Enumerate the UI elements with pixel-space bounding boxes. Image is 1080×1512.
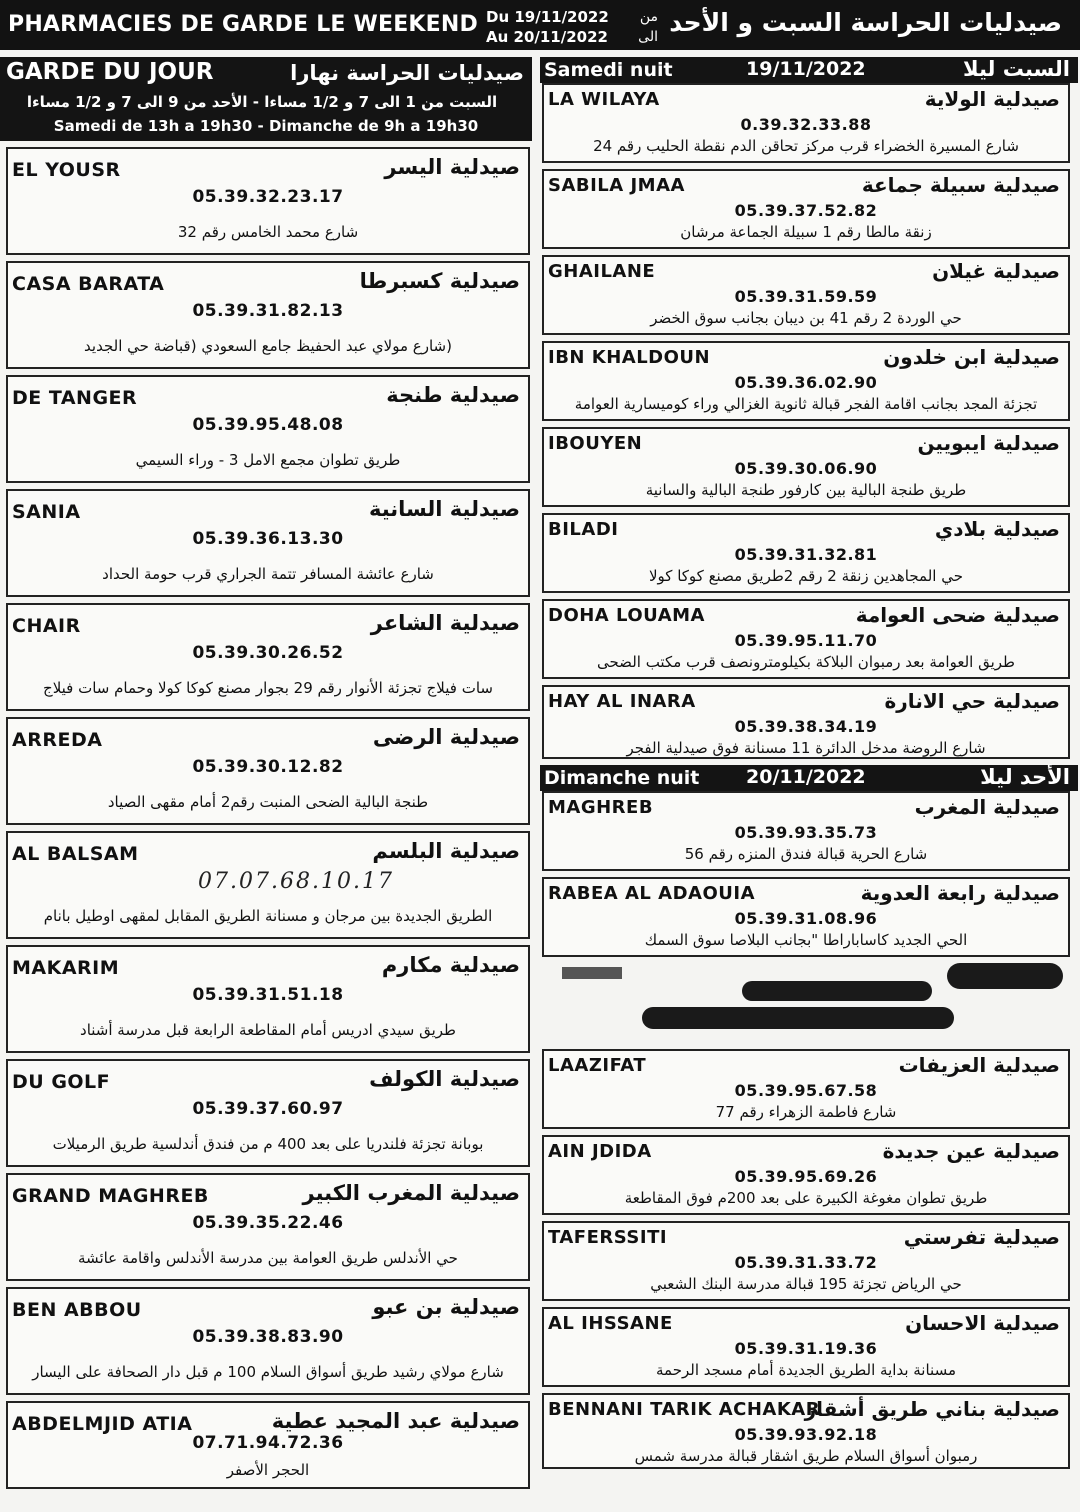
pharmacy-address: شارع فاطمة الزهراء رقم 77 bbox=[715, 1103, 897, 1121]
handwritten-phone: 07.07.68.10.17 bbox=[198, 869, 394, 894]
pharmacy-address: طريق تطوان مجمع الامل 3 - وراء السيمي bbox=[135, 451, 401, 469]
pharmacy-phone: 05.39.36.02.90 bbox=[734, 373, 878, 392]
pharmacy-card bbox=[542, 685, 1070, 759]
sunday-pharmacy-list bbox=[540, 791, 1078, 1469]
pharmacy-name-ar: صيدلية رابعة العدوية bbox=[860, 881, 1060, 905]
pharmacy-card bbox=[6, 261, 530, 369]
pharmacy-address: حي الأندلس طريق العوامة بين مدرسة الأندلس واقامة عائشة bbox=[78, 1249, 458, 1267]
sunday-night-bar bbox=[540, 765, 1078, 791]
pharmacy-address: طريق طنجة البالية بين كارفور طنجة البالية والسانية bbox=[645, 481, 967, 499]
pharmacy-phone: 05.39.93.35.73 bbox=[734, 823, 878, 842]
pharmacy-address: الحي الجديد كاساباراطا "بجانب البلاصا سوق السمك bbox=[644, 931, 968, 949]
saturday-night-bar bbox=[540, 57, 1078, 83]
pharmacy-name: ABDELMJID ATIA bbox=[12, 1413, 193, 1435]
pharmacy-phone: 05.39.31.08.96 bbox=[734, 909, 878, 928]
pharmacy-name-ar: صيدلية ابن خلدون bbox=[883, 345, 1060, 369]
pharmacy-phone: 05.39.31.51.18 bbox=[192, 985, 344, 1005]
pharmacy-name: GRAND MAGHREB bbox=[12, 1185, 209, 1207]
pharmacy-address: شارع عائشة المسافر تتمة الجراري قرب حومة الحداد bbox=[102, 565, 434, 583]
pharmacy-name: AL BALSAM bbox=[12, 843, 139, 865]
pharmacy-address: الطريق الجديدة بين مرجان و مسنانة الطريق المقابل لمقهى اوطيل بانام bbox=[43, 907, 493, 925]
pharmacy-card bbox=[6, 375, 530, 483]
pharmacy-name-ar: صيدلية الكولف bbox=[369, 1067, 520, 1091]
pharmacy-phone: 05.39.30.26.52 bbox=[192, 643, 344, 663]
pharmacy-name: GHAILANE bbox=[548, 261, 656, 282]
pharmacy-phone: 0.39.32.33.88 bbox=[740, 115, 872, 134]
header-title-fr: PHARMACIES DE GARDE LE WEEKEND bbox=[8, 12, 478, 37]
pharmacy-card bbox=[542, 83, 1070, 163]
saturday-night-label-ar: السبت ليلا bbox=[963, 57, 1070, 81]
pharmacy-name: BEN ABBOU bbox=[12, 1299, 142, 1321]
pharmacy-name-ar: صيدلية البلسم bbox=[372, 839, 520, 863]
pharmacy-phone: 05.39.38.83.90 bbox=[192, 1327, 344, 1347]
pharmacy-phone: 05.39.95.48.08 bbox=[192, 415, 344, 435]
saturday-night-date: 19/11/2022 bbox=[746, 58, 866, 80]
pharmacy-card bbox=[6, 147, 530, 255]
pharmacy-address: تجزئة المجد بجانب اقامة الفجر قبالة ثانوية الغزالي وراء كوميسارية العوامة bbox=[574, 395, 1038, 413]
pharmacy-phone: 05.39.31.32.81 bbox=[734, 545, 878, 564]
pharmacy-name-ar: صيدلية طنجة bbox=[386, 383, 520, 407]
date-to: Au 20/11/2022 bbox=[486, 28, 608, 46]
pharmacy-name: AL IHSSANE bbox=[548, 1313, 673, 1334]
label-ila: الى bbox=[638, 29, 658, 45]
pharmacy-phone: 05.39.37.52.82 bbox=[734, 201, 878, 220]
day-guard-header bbox=[0, 57, 532, 141]
day-pharmacy-list bbox=[0, 147, 532, 1489]
pharmacy-card bbox=[542, 513, 1070, 593]
pharmacy-name-ar: صيدلية المغرب الكبير bbox=[302, 1181, 520, 1205]
pharmacy-name: SANIA bbox=[12, 501, 81, 523]
pharmacy-name-ar: صيدلية اليسر bbox=[384, 155, 520, 179]
pixelated-text bbox=[562, 967, 622, 979]
pharmacy-phone: 05.39.30.12.82 bbox=[192, 757, 344, 777]
pharmacy-name-ar: صيدلية عين جديدة bbox=[882, 1139, 1060, 1163]
pharmacy-phone: 05.39.31.19.36 bbox=[734, 1339, 878, 1358]
pharmacy-card bbox=[6, 1401, 530, 1489]
date-from: Du 19/11/2022 bbox=[486, 8, 609, 26]
sunday-night-label-ar: الأحد ليلا bbox=[980, 765, 1070, 789]
pharmacy-card bbox=[542, 1135, 1070, 1215]
pharmacy-phone: 05.39.31.59.59 bbox=[734, 287, 878, 306]
pharmacy-name: ARREDA bbox=[12, 729, 103, 751]
pharmacy-name-ar: صيدلية المغرب bbox=[914, 795, 1060, 819]
pharmacy-card bbox=[542, 169, 1070, 249]
pharmacy-address: طنجة البالية الضحى المنبت رقم2 أمام مقهى الصياد bbox=[107, 793, 429, 811]
pharmacy-name-ar: صيدلية بناني طريق أشقار bbox=[804, 1397, 1060, 1421]
pharmacy-card bbox=[542, 1221, 1070, 1301]
pharmacy-name: IBOUYEN bbox=[548, 433, 643, 454]
pharmacy-address: حي الوردة 2 رقم 41 بن ديبان بجانب سوق الخضر bbox=[650, 309, 962, 327]
pharmacy-address: شارع الروضة مدخل الدائرة 11 مسنانة فوق صيدلية الفجر bbox=[626, 739, 986, 757]
pharmacy-phone: 05.39.30.06.90 bbox=[734, 459, 878, 478]
pharmacy-address: الحجر الأصفر bbox=[226, 1461, 310, 1479]
pharmacy-card bbox=[6, 489, 530, 597]
pharmacy-name: MAGHREB bbox=[548, 797, 654, 818]
pharmacy-name-ar: صيدلية عبد المجيد عطية bbox=[271, 1409, 520, 1433]
sunday-night-date: 20/11/2022 bbox=[746, 766, 866, 788]
pharmacy-address: رمبوان أسواق السلام طريق اشقار قبالة مدرسة شمس bbox=[634, 1447, 978, 1465]
pharmacy-address: شارع الحرية قبالة فندق المنزه رقم 56 bbox=[684, 845, 928, 863]
pharmacy-card bbox=[542, 791, 1070, 871]
pharmacy-card bbox=[542, 599, 1070, 679]
pharmacy-address: شارع مولاي رشيد طريق أسواق السلام 100 م قبل دار الصحافة على اليسار bbox=[32, 1363, 504, 1381]
pharmacy-name-ar: صيدلية العزيفات bbox=[898, 1053, 1060, 1077]
pharmacy-phone: 05.39.38.34.19 bbox=[734, 717, 878, 736]
pharmacy-card bbox=[6, 1287, 530, 1395]
pharmacy-name: HAY AL INARA bbox=[548, 691, 696, 712]
header-min-ila bbox=[636, 7, 658, 47]
night-guard-column bbox=[540, 57, 1078, 1475]
pharmacy-name: DOHA LOUAMA bbox=[548, 605, 705, 626]
pharmacy-address: شارع محمد الخامس رقم 32 bbox=[177, 223, 359, 241]
pharmacy-address: طريق العوامة بعد رمبوان البلاكة بكيلومترونصف قرب مكتب الضحى bbox=[597, 653, 1015, 671]
pharmacy-address: طريق تطوان مغوغة الكبيرة على بعد 200م فوق المقاطعة bbox=[624, 1189, 988, 1207]
pharmacy-address: مسنانة بداية الطريق الجديدة أمام مسجد الرحمة bbox=[655, 1361, 956, 1379]
day-guard-label-fr: GARDE DU JOUR bbox=[6, 59, 214, 85]
pharmacy-address: زنقة مالطا رقم 1 سبيلة الجماعة مرشان bbox=[680, 223, 932, 241]
pharmacy-name-ar: صيدلية ايبويين bbox=[917, 431, 1060, 455]
pharmacy-card bbox=[542, 1307, 1070, 1387]
pharmacy-name: DU GOLF bbox=[12, 1071, 111, 1093]
header-title-ar: صيدليات الحراسة السبت و الأحد bbox=[669, 8, 1062, 37]
pharmacy-address: طريق سيدي ادريس أمام المقاطعة الرابعة قبل مدرسة أشناد bbox=[80, 1021, 456, 1039]
pharmacy-card bbox=[542, 341, 1070, 421]
pharmacy-name: AIN JDIDA bbox=[548, 1141, 652, 1162]
ink-blot bbox=[642, 1007, 954, 1029]
pharmacy-card bbox=[542, 255, 1070, 335]
pharmacy-name-ar: صيدلية بن عبو bbox=[372, 1295, 520, 1319]
pharmacy-name: LA WILAYA bbox=[548, 89, 660, 110]
pharmacy-address: حي الرياض تجزئة 195 قبالة مدرسة البنك الشعبي bbox=[650, 1275, 962, 1293]
pharmacy-name-ar: صيدلية مكارم bbox=[381, 953, 520, 977]
pharmacy-name-ar: صيدلية غيلان bbox=[932, 259, 1060, 283]
pharmacy-phone: 05.39.95.11.70 bbox=[734, 631, 878, 650]
pharmacy-name: RABEA AL ADAOUIA bbox=[548, 883, 756, 904]
pharmacy-name: IBN KHALDOUN bbox=[548, 347, 711, 368]
day-guard-column bbox=[0, 57, 532, 1495]
pharmacy-name-ar: صيدلية الولاية bbox=[924, 87, 1060, 111]
pharmacy-phone: 05.39.95.69.26 bbox=[734, 1167, 878, 1186]
label-min: من bbox=[639, 9, 658, 25]
pharmacy-card bbox=[542, 1393, 1070, 1469]
pharmacy-address: بوبانة تجزئة فلندريا على بعد 400 م من فندق أندلسية طريق الرميلات bbox=[52, 1135, 484, 1153]
pharmacy-name: SABILA JMAA bbox=[548, 175, 685, 196]
pharmacy-name-ar: صيدلية سبيلة جماعة bbox=[861, 173, 1060, 197]
pharmacy-name: CASA BARATA bbox=[12, 273, 165, 295]
pharmacy-phone: 05.39.95.67.58 bbox=[734, 1081, 878, 1100]
pharmacy-name: LAAZIFAT bbox=[548, 1055, 647, 1076]
pharmacy-name: TAFERSSITI bbox=[548, 1227, 668, 1248]
top-header bbox=[0, 0, 1080, 50]
redacted-entry bbox=[542, 963, 1070, 1043]
pharmacy-address: سات فيلاج تجزئة الأنوار رقم 29 بجوار مصنع كوكا كولا وحمام سات فيلاج bbox=[43, 679, 493, 697]
pharmacy-name-ar: صيدلية الشاعر bbox=[370, 611, 520, 635]
header-dates bbox=[486, 7, 609, 47]
saturday-pharmacy-list bbox=[540, 83, 1078, 759]
pharmacy-card bbox=[6, 717, 530, 825]
pharmacy-name-ar: صيدلية ضحى العوامة bbox=[855, 603, 1060, 627]
pharmacy-card bbox=[542, 877, 1070, 957]
pharmacy-name-ar: صيدلية الاحسان bbox=[905, 1311, 1060, 1335]
ink-blot bbox=[947, 963, 1063, 989]
pharmacy-name-ar: صيدلية بلادي bbox=[934, 517, 1060, 541]
sunday-night-label-fr: Dimanche nuit bbox=[544, 767, 700, 789]
ink-blot bbox=[742, 981, 932, 1001]
day-guard-hours-ar: السبت من 1 الى 7 و 1/2 مساءا - الأحد من 9 الى 7 و 1/2 مساءا bbox=[26, 93, 498, 111]
pharmacy-card bbox=[6, 1059, 530, 1167]
pharmacy-card bbox=[542, 427, 1070, 507]
pharmacy-phone: 05.39.37.60.97 bbox=[192, 1099, 344, 1119]
pharmacy-card bbox=[6, 603, 530, 711]
pharmacy-name-ar: صيدلية السانية bbox=[368, 497, 520, 521]
pharmacy-address: شارع المسيرة الخضراء قرب مركز تحاقن الدم نقطة الحليب رقم 24 bbox=[593, 137, 1019, 155]
pharmacy-card bbox=[6, 945, 530, 1053]
pharmacy-name: MAKARIM bbox=[12, 957, 120, 979]
pharmacy-phone: 05.39.93.92.18 bbox=[734, 1425, 878, 1444]
pharmacy-phone: 05.39.31.82.13 bbox=[192, 301, 344, 321]
pharmacy-name: DE TANGER bbox=[12, 387, 138, 409]
saturday-night-label-fr: Samedi nuit bbox=[544, 59, 673, 81]
pharmacy-card bbox=[6, 1173, 530, 1281]
pharmacy-phone: 05.39.32.23.17 bbox=[192, 187, 344, 207]
pharmacy-name: BILADI bbox=[548, 519, 619, 540]
pharmacy-name-ar: صيدلية كسبرطا bbox=[359, 269, 520, 293]
pharmacy-phone: 07.71.94.72.36 bbox=[192, 1433, 344, 1453]
pharmacy-phone: 05.39.36.13.30 bbox=[192, 529, 344, 549]
pharmacy-card bbox=[6, 831, 530, 939]
pharmacy-phone: 05.39.31.33.72 bbox=[734, 1253, 878, 1272]
pharmacy-name-ar: صيدلية تفرستي bbox=[903, 1225, 1060, 1249]
day-guard-hours-fr: Samedi de 13h a 19h30 - Dimanche de 9h a 19h30 bbox=[53, 117, 479, 135]
pharmacy-name: BENNANI TARIK ACHAKAR bbox=[548, 1399, 821, 1420]
pharmacy-address: (شارع مولاي عبد الحفيظ جامع السعودي (قباضة حي الجديد bbox=[84, 337, 452, 355]
pharmacy-name: EL YOUSR bbox=[12, 159, 121, 181]
pharmacy-name: CHAIR bbox=[12, 615, 81, 637]
day-guard-label-ar: صيدليات الحراسة نهارا bbox=[290, 61, 524, 85]
pharmacy-address: حي المجاهدين زنقة 2 رقم 2طريق مصنع كوكا كولا bbox=[648, 567, 963, 585]
pharmacy-card bbox=[542, 1049, 1070, 1129]
pharmacy-phone: 05.39.35.22.46 bbox=[192, 1213, 344, 1233]
pharmacy-name-ar: صيدلية حي الانارة bbox=[884, 689, 1060, 713]
pharmacy-name-ar: صيدلية الرضى bbox=[372, 725, 520, 749]
